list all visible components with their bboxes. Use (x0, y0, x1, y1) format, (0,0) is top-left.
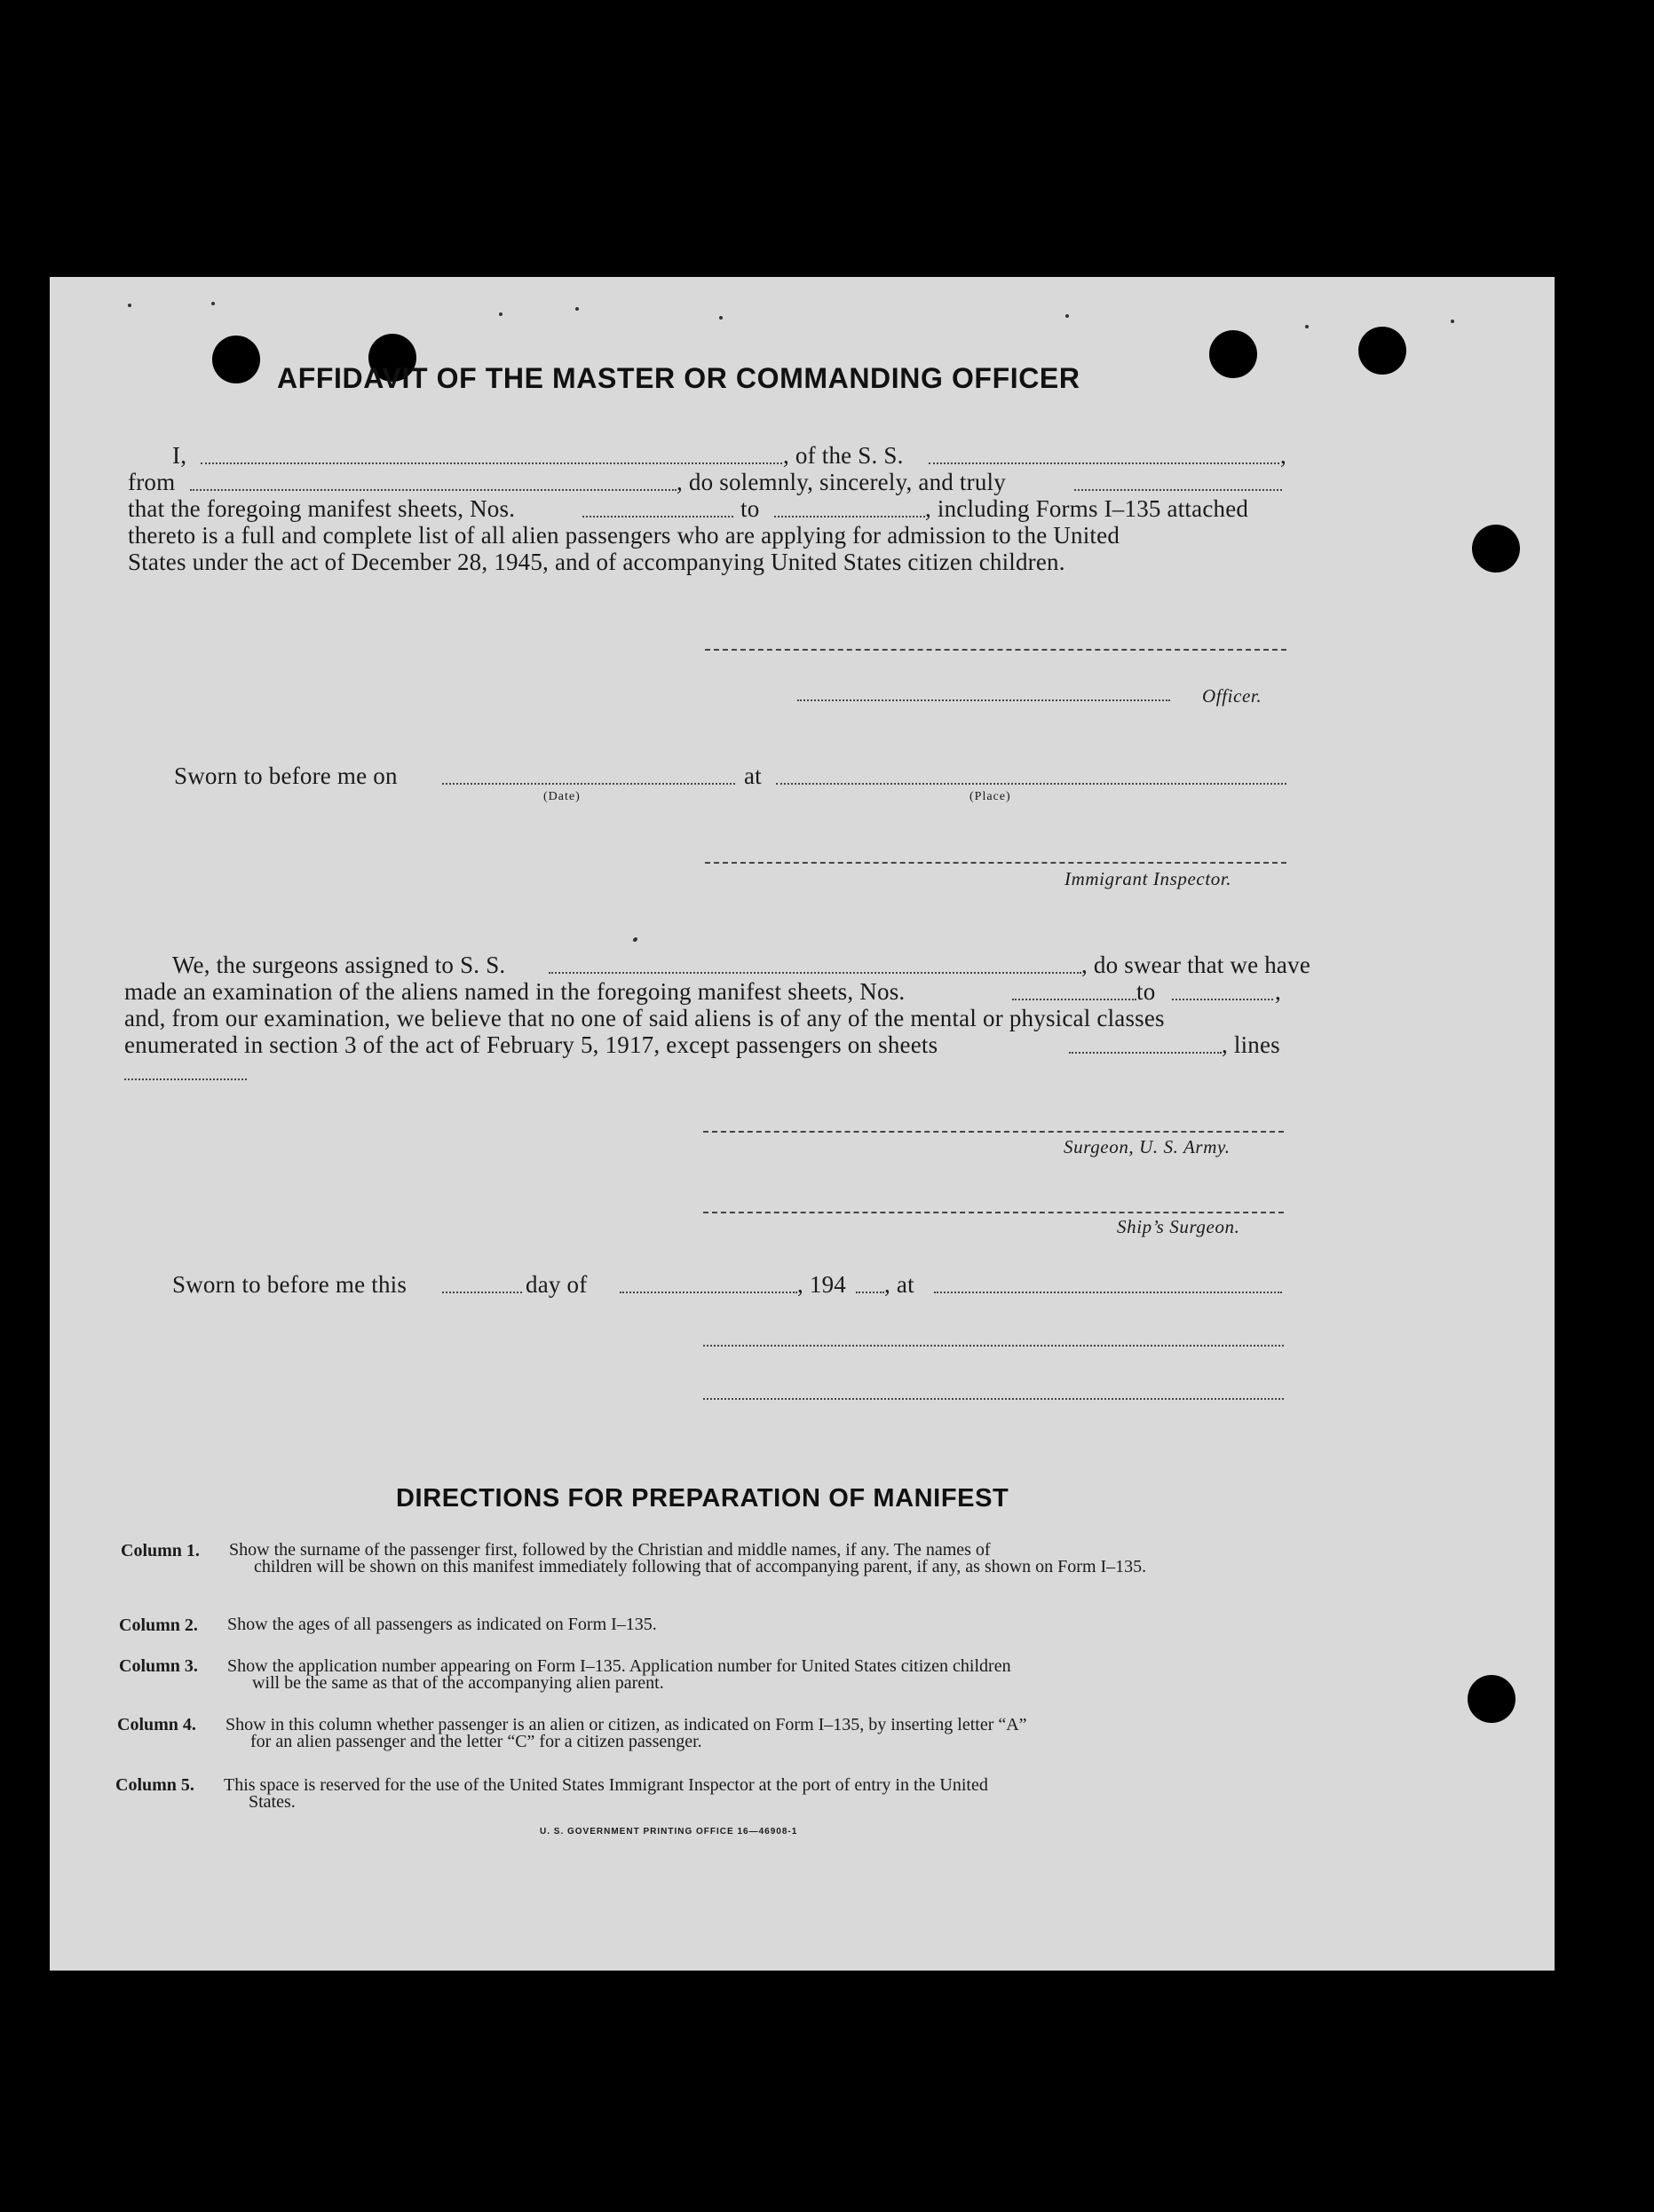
officer-signature-line[interactable] (705, 649, 1286, 651)
column-4-text (226, 1717, 1286, 1750)
column-5-text (224, 1777, 1285, 1811)
punch-hole (1209, 330, 1257, 378)
punch-hole (1358, 327, 1406, 375)
affidavit-title: AFFIDAVIT OF THE MASTER OR COMMANDING OFFICER (277, 362, 1080, 394)
punch-hole (212, 336, 260, 383)
except-lines-field[interactable] (124, 1078, 247, 1080)
speck (1065, 314, 1069, 318)
surgeons-line4-start: enumerated in section 3 of the act of February 5, 1917, except passengers on sheets (124, 1031, 938, 1058)
speck (1451, 320, 1454, 323)
sheet-from-field[interactable] (582, 516, 733, 517)
column-3-line1: Show the application number appearing on Form I–135. Application number for United States citizen children (227, 1656, 1011, 1676)
column-2-text (227, 1616, 1288, 1633)
affidavit-line2-oath: , do solemnly, sincerely, and truly (677, 469, 1006, 495)
directions-title: DIRECTIONS FOR PREPARATION OF MANIFEST (396, 1484, 1009, 1513)
except-sheets-field[interactable] (1069, 1052, 1222, 1054)
column-2-label: Column 2. (119, 1616, 198, 1635)
sworn-at-text: at (744, 762, 762, 789)
speck (719, 316, 723, 320)
manifest-page (50, 277, 1555, 1971)
affidavit-line1-ship: , of the S. S. (783, 442, 904, 469)
punch-hole (1468, 1675, 1516, 1723)
sworn-month-field[interactable] (620, 1292, 797, 1293)
affidavit-line5: States under the act of December 28, 1945, and of accompanying United States citizen children. (128, 549, 1065, 575)
signature-line-2[interactable] (703, 1398, 1284, 1400)
sworn-this-text: Sworn to before me this (172, 1271, 408, 1298)
column-1-text (229, 1542, 1290, 1576)
punch-hole (1472, 525, 1520, 573)
oath-field[interactable] (1074, 489, 1282, 491)
speck (633, 938, 637, 942)
affidavit-line3-end: , including Forms I–135 attached (925, 495, 1249, 522)
speck (211, 302, 215, 305)
surgeons-line1-end: , do swear that we have (1081, 952, 1311, 978)
column-5-line1: This space is reserved for the use of the United States Immigrant Inspector at the port of entry in the United (224, 1775, 988, 1795)
ship-surgeon-label: Ship’s Surgeon. (1117, 1216, 1240, 1237)
affidavit-line3-start: that the foregoing manifest sheets, Nos. (128, 495, 516, 522)
affidavit-line2-start: from (128, 469, 176, 495)
army-surgeon-signature-line[interactable] (703, 1131, 1284, 1133)
place-caption: (Place) (969, 790, 1011, 803)
sworn-place-field[interactable] (776, 783, 1286, 785)
surgeons-line3: and, from our examination, we believe that no one of said aliens is of any of the mental or physical classes (124, 1005, 1165, 1031)
day-of-text: day of (526, 1271, 588, 1298)
surgeons-line4-end: , lines (1222, 1031, 1280, 1058)
column-5-rest: States. (249, 1792, 296, 1812)
sworn-place-field-2[interactable] (934, 1292, 1282, 1293)
master-name-field[interactable] (201, 462, 782, 464)
affidavit-line3-to: to (740, 495, 760, 522)
column-3-text (227, 1658, 1288, 1692)
sheet-to-field[interactable] (774, 516, 925, 517)
printing-office-footer: U. S. GOVERNMENT PRINTING OFFICE 16—46908-1 (540, 1827, 798, 1837)
speck (128, 304, 131, 307)
column-4-label: Column 4. (117, 1715, 196, 1734)
surgeons-sheet-to-field[interactable] (1172, 999, 1273, 1000)
surgeons-ship-field[interactable] (549, 972, 1081, 974)
officer-label: Officer. (1202, 685, 1262, 707)
sworn-on-text: Sworn to before me on (174, 762, 398, 789)
column-4-line1: Show in this column whether passenger is an alien or citizen, as indicated on Form I–135, by inserting letter “A” (226, 1715, 1027, 1734)
column-1-rest: children will be shown on this manifest immediately following that of accompanying parent, if any, as shown on Form I–135. (254, 1557, 1147, 1576)
sworn-year-field[interactable] (856, 1292, 884, 1293)
column-5-label: Column 5. (115, 1775, 194, 1795)
column-1-label: Column 1. (121, 1541, 200, 1560)
from-port-field[interactable] (190, 489, 677, 491)
year-prefix-text: , 194 (797, 1271, 846, 1298)
sworn-day-field[interactable] (442, 1292, 522, 1293)
signature-line-1[interactable] (703, 1345, 1284, 1347)
speck (1305, 325, 1309, 328)
affidavit-line4: thereto is a full and complete list of all alien passengers who are applying for admission to the United (128, 522, 1120, 549)
speck (499, 312, 503, 316)
ship-surgeon-signature-line[interactable] (703, 1212, 1284, 1213)
surgeons-sheet-from-field[interactable] (1012, 999, 1136, 1000)
surgeons-line2-start: made an examination of the aliens named in the foregoing manifest sheets, Nos. (124, 978, 906, 1005)
inspector-label: Immigrant Inspector. (1064, 868, 1232, 889)
sworn-at-text-2: , at (884, 1271, 914, 1298)
inspector-signature-line[interactable] (705, 862, 1286, 864)
column-3-label: Column 3. (119, 1656, 198, 1676)
speck (575, 307, 579, 311)
surgeons-line2-to: to (1136, 978, 1156, 1005)
date-caption: (Date) (543, 790, 581, 803)
affidavit-line1-start: I, (172, 442, 187, 469)
column-1-line1: Show the surname of the passenger first, followed by the Christian and middle names, if any. The names of (229, 1540, 991, 1560)
column-2-line1: Show the ages of all passengers as indicated on Form I–135. (227, 1615, 657, 1634)
army-surgeon-label: Surgeon, U. S. Army. (1064, 1136, 1231, 1157)
officer-title-line[interactable] (797, 699, 1170, 701)
column-4-rest: for an alien passenger and the letter “C” for a citizen passenger. (250, 1732, 702, 1751)
column-3-rest: will be the same as that of the accompanying alien parent. (252, 1673, 664, 1693)
affidavit-line1-end: , (1280, 442, 1286, 469)
sworn-date-field[interactable] (442, 783, 735, 785)
ship-name-field[interactable] (929, 462, 1279, 464)
surgeons-line1-start: We, the surgeons assigned to S. S. (172, 952, 506, 978)
surgeons-line2-end: , (1275, 978, 1281, 1005)
